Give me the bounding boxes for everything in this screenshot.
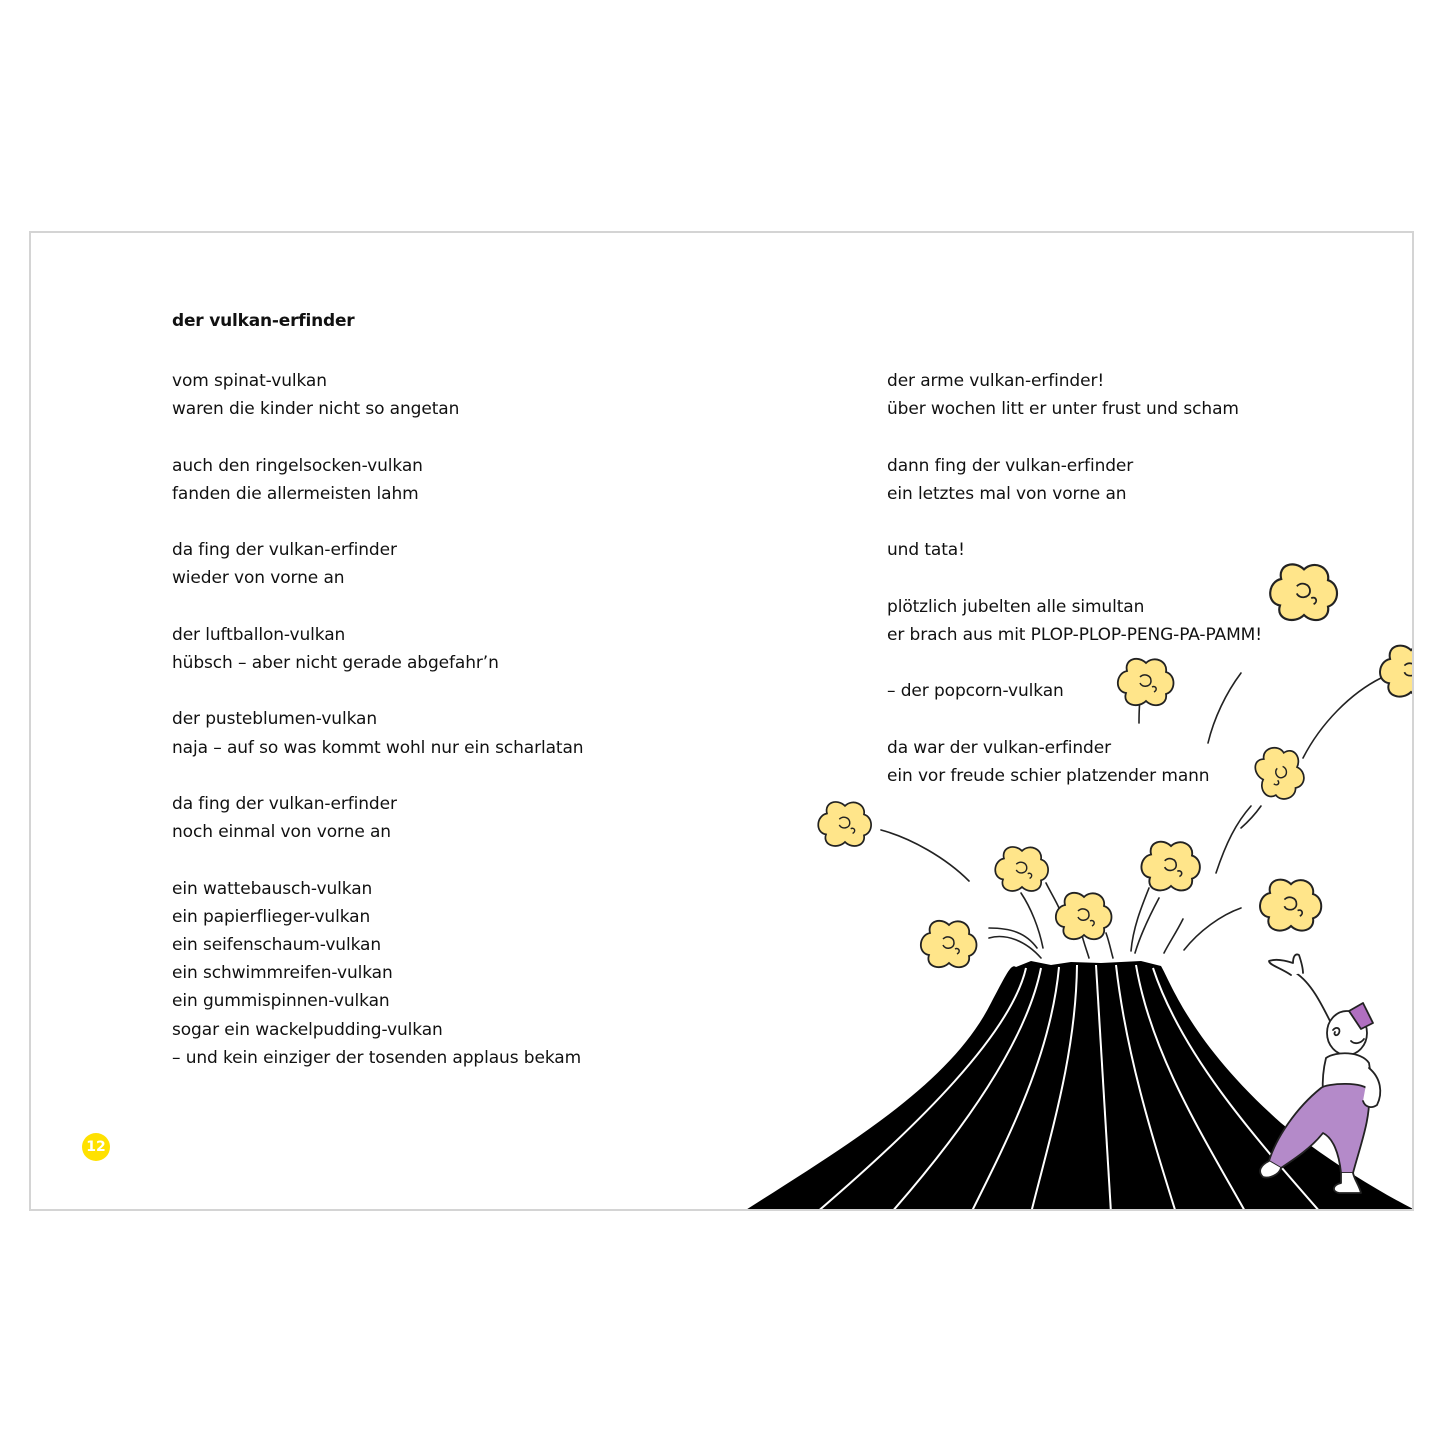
poem-stanza xyxy=(172,705,692,761)
poem-stanza xyxy=(172,367,692,423)
poem-line: noch einmal von vorne an xyxy=(172,822,391,843)
poem-line: da war der vulkan-erfinder xyxy=(887,737,1111,758)
popcorn-icon xyxy=(818,564,1414,967)
poem-line: ein gummispinnen-vulkan xyxy=(172,991,390,1012)
poem-stanza xyxy=(887,367,1357,423)
book-spread xyxy=(29,231,1414,1211)
poem-line: der luftballon-vulkan xyxy=(172,624,346,645)
poem-line: ein letztes mal von vorne an xyxy=(887,483,1127,504)
poem-line: ein papierflieger-vulkan xyxy=(172,906,371,927)
poem-stanza xyxy=(887,452,1357,508)
poem-line: über wochen litt er unter frust und scham xyxy=(887,399,1239,420)
poem-line: ein schwimmreifen-vulkan xyxy=(172,963,393,984)
poem-stanza xyxy=(172,790,692,846)
page-number-badge: 12 xyxy=(82,1133,110,1161)
poem-line: der pusteblumen-vulkan xyxy=(172,709,378,730)
poem-left-column xyxy=(172,367,692,1100)
poem-stanza xyxy=(172,875,692,1072)
poem-line: wieder von vorne an xyxy=(172,568,345,589)
poem-line: da fing der vulkan-erfinder xyxy=(172,540,397,561)
poem-stanza xyxy=(172,452,692,508)
poem-title: der vulkan-erfinder xyxy=(172,311,355,331)
poem-line: da fing der vulkan-erfinder xyxy=(172,793,397,814)
volcano-illustration xyxy=(721,563,1414,1211)
poem-line: sogar ein wackelpudding-vulkan xyxy=(172,1019,443,1040)
poem-line: – und kein einziger der tosenden applaus bekam xyxy=(172,1047,582,1068)
volcano-icon xyxy=(741,961,1414,1211)
poem-stanza xyxy=(172,536,692,592)
poem-line: und tata! xyxy=(887,540,965,561)
poem-line: ein wattebausch-vulkan xyxy=(172,878,373,899)
poem-line: dann fing der vulkan-erfinder xyxy=(887,455,1134,476)
poem-line: er brach aus mit PLOP-PLOP-PENG-PA-PAMM! xyxy=(887,624,1262,645)
poem-line: – der popcorn-vulkan xyxy=(887,681,1064,702)
poem-line: ein seifenschaum-vulkan xyxy=(172,934,382,955)
poem-stanza xyxy=(172,621,692,677)
poem-line: plötzlich jubelten alle simultan xyxy=(887,596,1145,617)
poem-line: fanden die allermeisten lahm xyxy=(172,483,419,504)
poem-line: waren die kinder nicht so angetan xyxy=(172,399,460,420)
poem-line: hübsch – aber nicht gerade abgefahr’n xyxy=(172,652,499,673)
poem-line: naja – auf so was kommt wohl nur ein scharlatan xyxy=(172,737,584,758)
poem-stanza xyxy=(887,536,1357,564)
poem-line: ein vor freude schier platzender mann xyxy=(887,765,1210,786)
poem-line: der arme vulkan-erfinder! xyxy=(887,371,1105,391)
poem-line: vom spinat-vulkan xyxy=(172,371,327,391)
poem-line: auch den ringelsocken-vulkan xyxy=(172,455,423,476)
